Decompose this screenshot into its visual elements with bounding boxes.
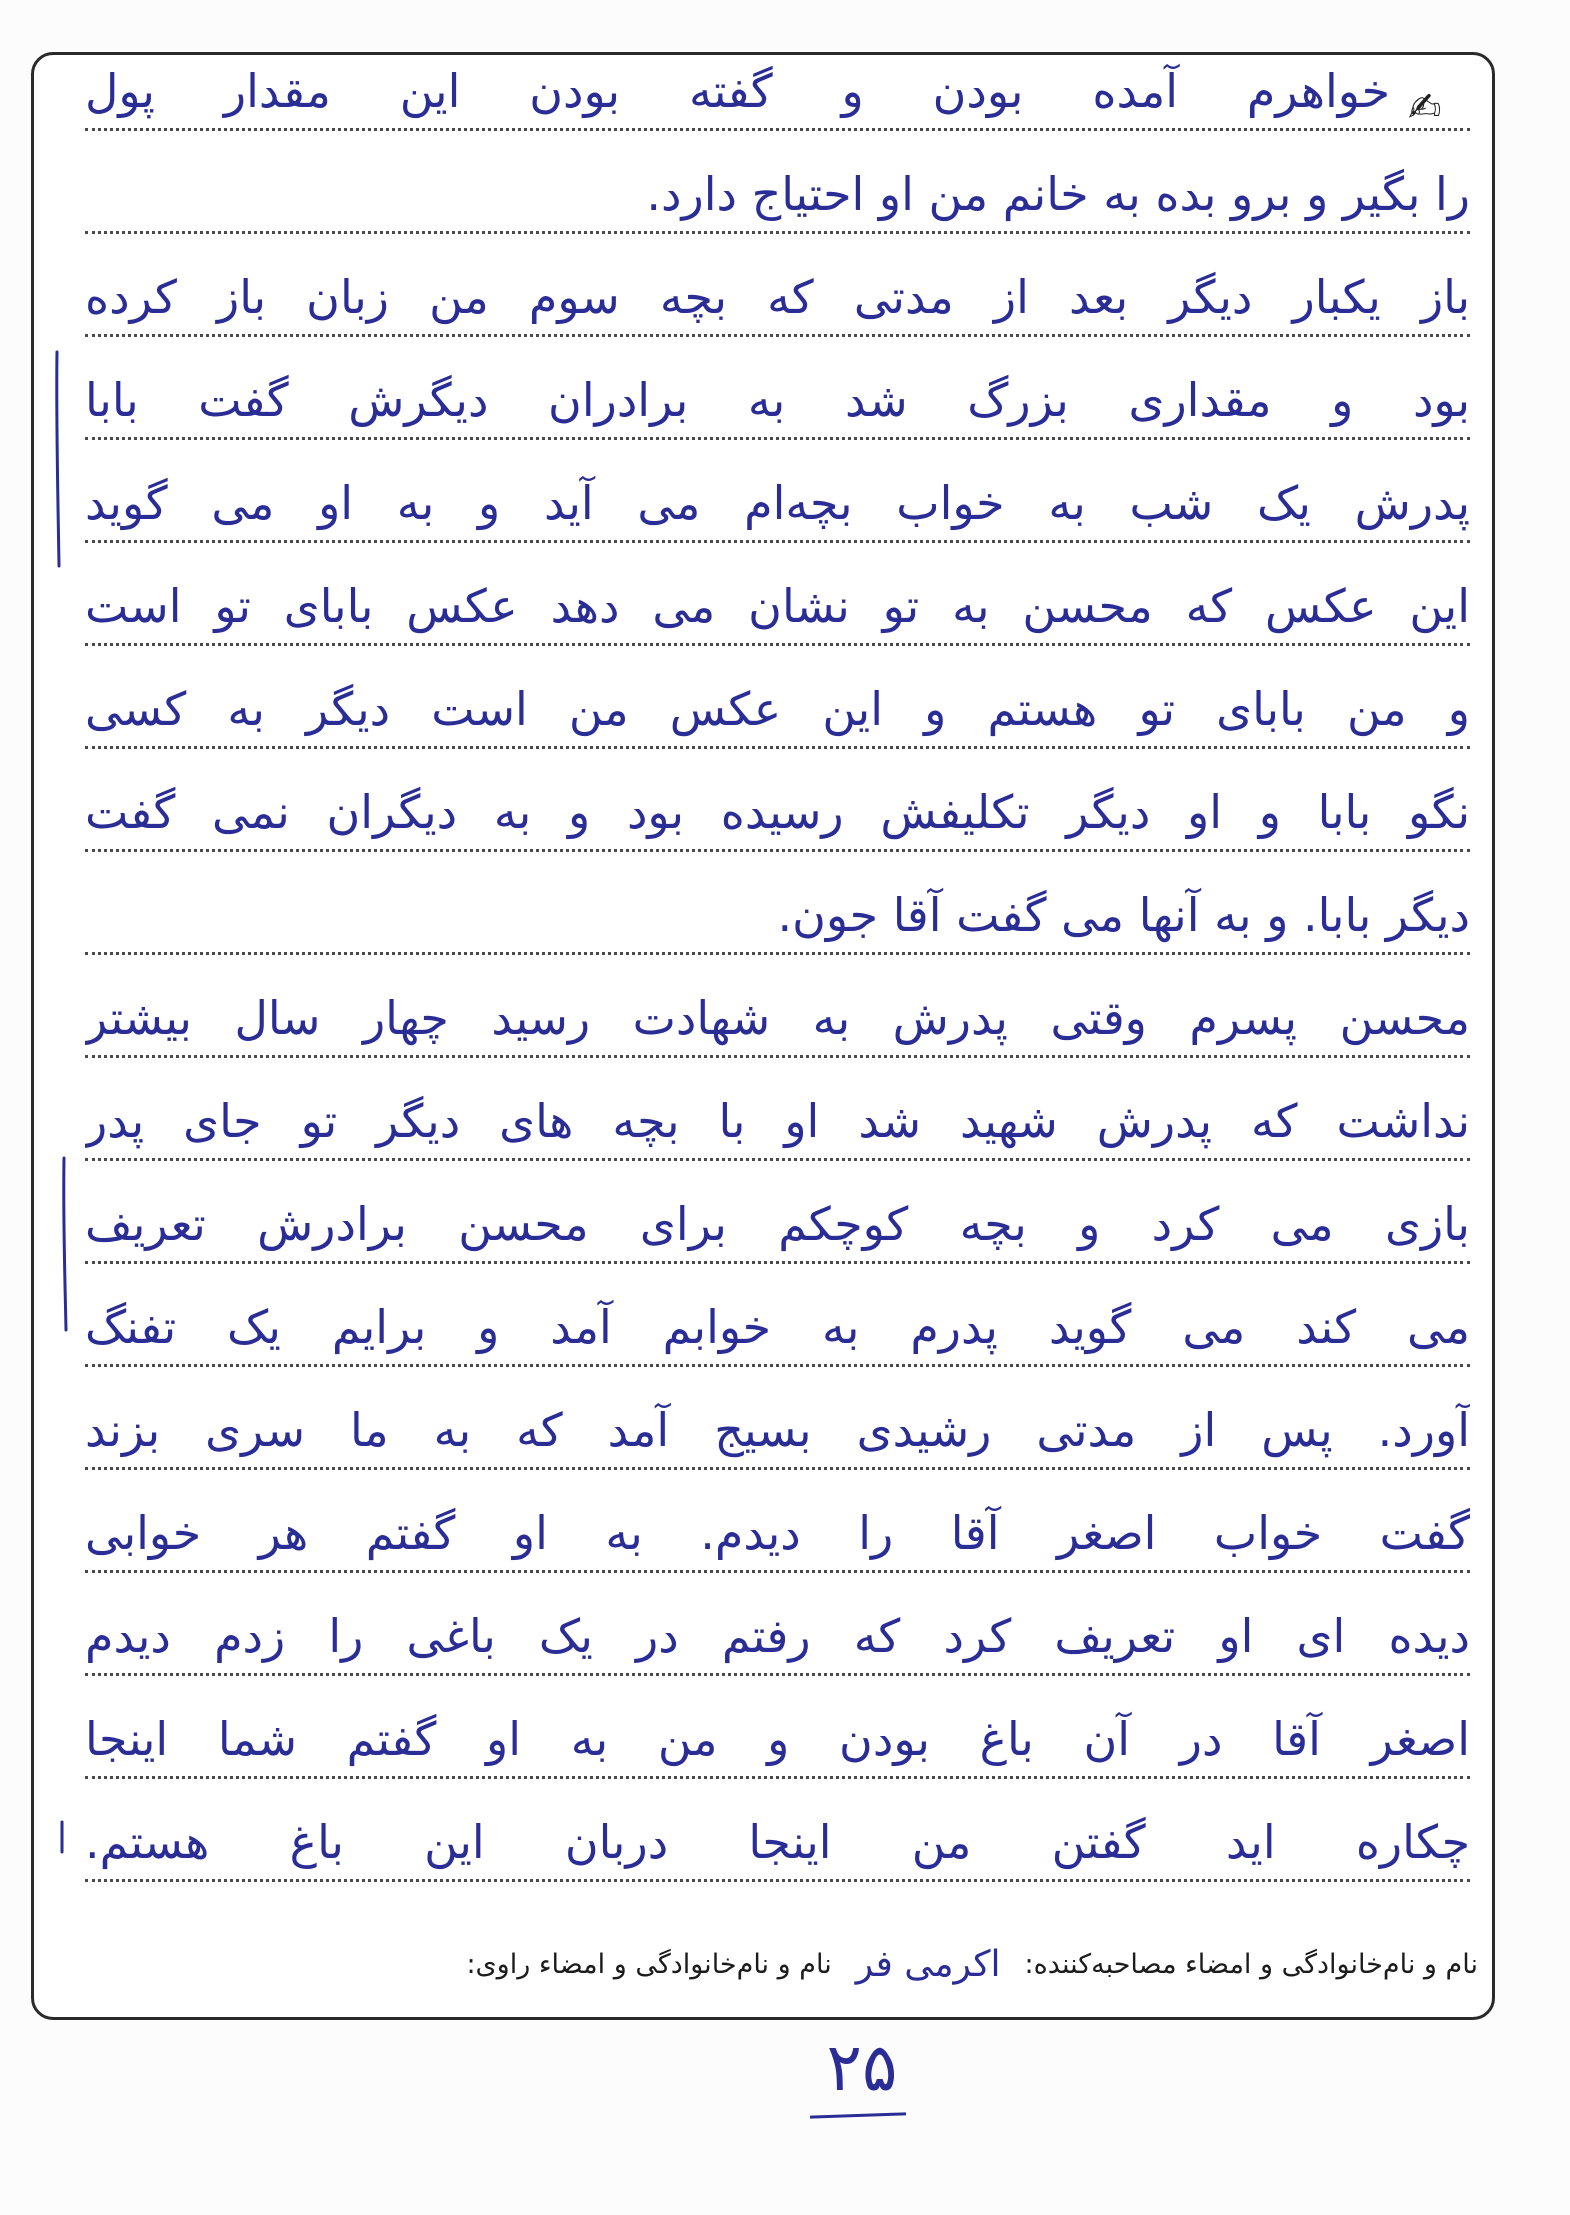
handwritten-line: خواهرم آمده بودن و گفته بودن این مقدار پول [85, 51, 1470, 131]
handwritten-line: پدرش یک شب به خواب بچه‌ام می آید و به او می گوید [85, 463, 1470, 543]
handwritten-line: بود و مقداری بزرگ شد به برادران دیگرش گفت بابا [85, 360, 1470, 440]
handwritten-line: بازی می کرد و بچه کوچکم برای محسن برادرش تعریف [85, 1184, 1470, 1264]
handwritten-line: نداشت که پدرش شهید شد او با بچه های دیگر تو جای پدر [85, 1081, 1470, 1161]
handwritten-line: آورد. پس از مدتی رشیدی بسیج آمد که به ما سری بزند [85, 1390, 1470, 1470]
signature-footer [466, 1936, 1478, 1992]
handwritten-line: چکاره اید گفتن من اینجا دربان این باغ هستم. [85, 1802, 1470, 1882]
handwritten-line: می کند می گوید پدرم به خوابم آمد و برایم یک تفنگ [85, 1287, 1470, 1367]
handwritten-line: محسن پسرم وقتی پدرش به شهادت رسید چهار سال بیشتر [85, 978, 1470, 1058]
handwritten-line: دیگر بابا. و به آنها می گفت آقا جون. [85, 875, 1470, 955]
page-number: ۲۵ [826, 2029, 898, 2106]
handwritten-line: گفت خواب اصغر آقا را دیدم. به او گفتم هر خوابی [85, 1493, 1470, 1573]
page-number-underline [810, 2112, 906, 2118]
interviewer-signature: اکرمی فر [855, 1943, 1001, 1985]
handwritten-line: را بگیر و برو بده به خانم من او احتیاج دارد. [85, 154, 1470, 234]
handwritten-line: باز یکبار دیگر بعد از مدتی که بچه سوم من زبان باز کرده [85, 257, 1470, 337]
interviewer-label: نام و نام‌خانوادگی و امضاء مصاحبه‌کننده: [1024, 1948, 1478, 1980]
narrator-label: نام و نام‌خانوادگی و امضاء راوی: [466, 1948, 832, 1980]
writing-hand-icon: ✍ [1408, 85, 1442, 131]
handwritten-line: و من بابای تو هستم و این عکس من است دیگر به کسی [85, 669, 1470, 749]
handwritten-line: دیده ای او تعریف کرد که رفتم در یک باغی را زدم دیدم [85, 1596, 1470, 1676]
handwritten-line: این عکس که محسن به تو نشان می دهد عکس بابای تو است [85, 566, 1470, 646]
handwritten-line: اصغر آقا در آن باغ بودن و من به او گفتم شما اینجا [85, 1699, 1470, 1779]
handwritten-line: نگو بابا و او دیگر تکلیفش رسیده بود و به دیگران نمی گفت [85, 772, 1470, 852]
